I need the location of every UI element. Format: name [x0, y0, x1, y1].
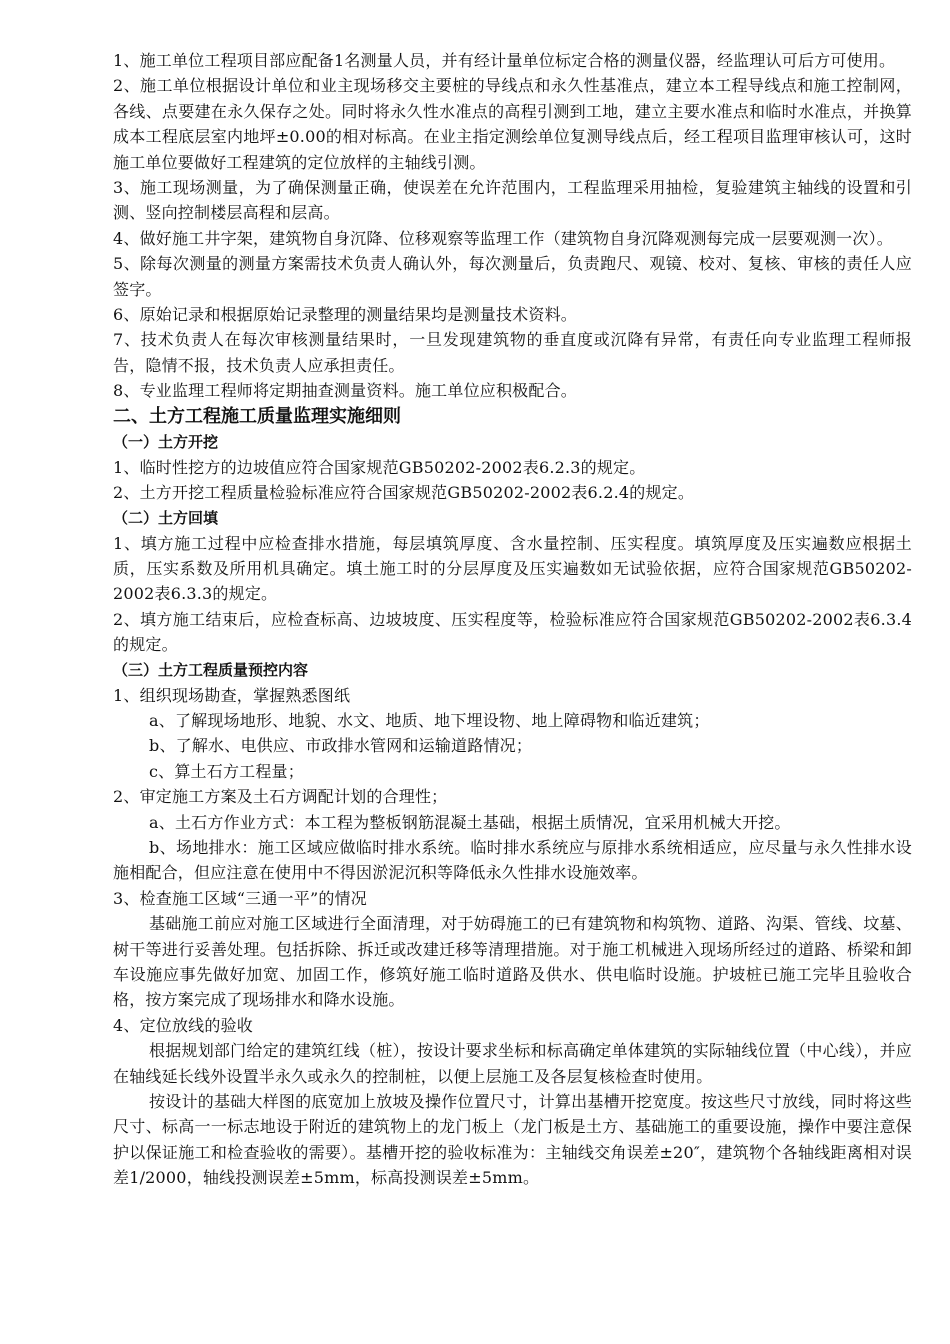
backfill-item-1: 1、填方施工过程中应检查排水措施，每层填筑厚度、含水量控制、压实程度。填筑厚度及压实遍数应根据土质，压实系数及所用机具确定。填土施工时的分层厚度及压实遍数如无试验依据，应符合国家规范GB50202-2002表6.3.3的规定。 [113, 533, 912, 604]
survey-item-3: 3、施工现场测量，为了确保测量正确，使误差在允许范围内，工程监理采用抽检，复验建筑主轴线的设置和引测、竖向控制楼层高程和层高。 [113, 178, 912, 223]
survey-item-8: 8、专业监理工程师将定期抽查测量资料。施工单位应积极配合。 [113, 381, 577, 401]
precontrol-item-4: 4、定位放线的验收 [113, 1015, 253, 1035]
precontrol-item-1b: b、了解水、电供应、市政排水管网和运输道路情况； [149, 736, 533, 756]
survey-item-7: 7、技术负责人在每次审核测量结果时，一旦发现建筑物的垂直度或沉降有异常，有责任向专业监理工程师报告，隐情不报，技术负责人应承担责任。 [113, 330, 912, 375]
precontrol-item-1c: c、算土石方工程量； [149, 761, 304, 781]
precontrol-item-3: 3、检查施工区域“三通一平”的情况 [113, 888, 367, 908]
excavation-item-1: 1、临时性挖方的边坡值应符合国家规范GB50202-2002表6.2.3的规定。 [113, 457, 646, 477]
backfill-item-2: 2、填方施工结束后，应检查标高、边坡坡度、压实程度等，检验标准应符合国家规范GB50202-2002表6.3.4的规定。 [113, 609, 912, 655]
precontrol-heading: （三）土方工程质量预控内容 [113, 660, 309, 679]
survey-item-2: 2、施工单位根据设计单位和业主现场移交主要桩的导线点和永久性基准点，建立本工程导线点和施工控制网，各线、点要建在永久保存之处。同时将永久性水准点的高程引测到工地，建立主要水准点和临时水准点，并换算成本工程底层室内地坪±0.00的相对标高。在业主指定测绘单位复测导线点后，经工程项目监理审核认可，这时施工单位要做好工程建筑的定位放样的主轴线引测。 [113, 76, 912, 172]
precontrol-item-2b: b、场地排水：施工区域应做临时排水系统。临时排水系统应与原排水系统相适应，应尽量与永久性排水设施相配合，但应注意在使用中不得因淤泥沉积等降低永久性排水设施效率。 [113, 837, 912, 883]
precontrol-item-4-body-1: 根据规划部门给定的建筑红线（桩），按设计要求坐标和标高确定单体建筑的实际轴线位置（中心线），并应在轴线延长线外设置半永久或永久的控制桩，以便上层施工及各层复核检查时使用。 [113, 1041, 912, 1086]
backfill-heading: （二）土方回填 [113, 508, 219, 527]
survey-item-1: 1、施工单位工程项目部应配备1名测量人员，并有经计量单位标定合格的测量仪器，经监理认可后方可使用。 [113, 51, 896, 70]
precontrol-item-1: 1、组织现场勘查，掌握熟悉图纸 [113, 685, 351, 705]
survey-item-5: 5、除每次测量的测量方案需技术负责人确认外，每次测量后，负责跑尺、观镜、校对、复核、审核的责任人应签字。 [113, 254, 912, 299]
excavation-heading: （一）土方开挖 [113, 432, 219, 451]
precontrol-item-3-body: 基础施工前应对施工区域进行全面清理，对于妨碍施工的已有建筑物和构筑物、道路、沟渠、管线、坟墓、树干等进行妥善处理。包括拆除、拆迁或改建迁移等清理措施。对于施工机械进入现场所经过的道路、桥梁和卸车设施应事先做好加宽、加固工作，修筑好施工临时道路及供水、供电临时设施。护坡桩已施工完毕且验收合格，按方案完成了现场排水和降水设施。 [113, 914, 912, 1010]
precontrol-item-2a: a、土石方作业方式：本工程为整板钢筋混凝土基础，根据土质情况，宜采用机械大开挖。 [149, 812, 791, 832]
section-title: 二、土方工程施工质量监理实施细则 [113, 405, 401, 427]
survey-item-4: 4、做好施工井字架，建筑物自身沉降、位移观察等监理工作（建筑物自身沉降观测每完成一层要观测一次）。 [113, 228, 893, 248]
precontrol-item-1a: a、了解现场地形、地貌、水文、地质、地下埋设物、地上障碍物和临近建筑； [149, 710, 710, 730]
precontrol-item-2: 2、审定施工方案及土石方调配计划的合理性； [113, 787, 448, 807]
survey-item-6: 6、原始记录和根据原始记录整理的测量结果均是测量技术资料。 [113, 305, 577, 325]
excavation-item-2: 2、土方开挖工程质量检验标准应符合国家规范GB50202-2002表6.2.4的规定。 [113, 483, 695, 503]
precontrol-item-4-body-2: 按设计的基础大样图的底宽加上放坡及操作位置尺寸，计算出基槽开挖宽度。按这些尺寸放线，同时将这些尺寸、标高一一标志地设于附近的建筑物上的龙门板上（龙门板是土方、基础施工的重要设施，操作中要注意保护以保证施工和检查验收的需要）。基槽开挖的验收标准为：主轴线交角误差±20″，建筑物个各轴线距离相对误差1/2000，轴线投测误差±5mm，标高投测误差±5mm。 [113, 1092, 912, 1188]
